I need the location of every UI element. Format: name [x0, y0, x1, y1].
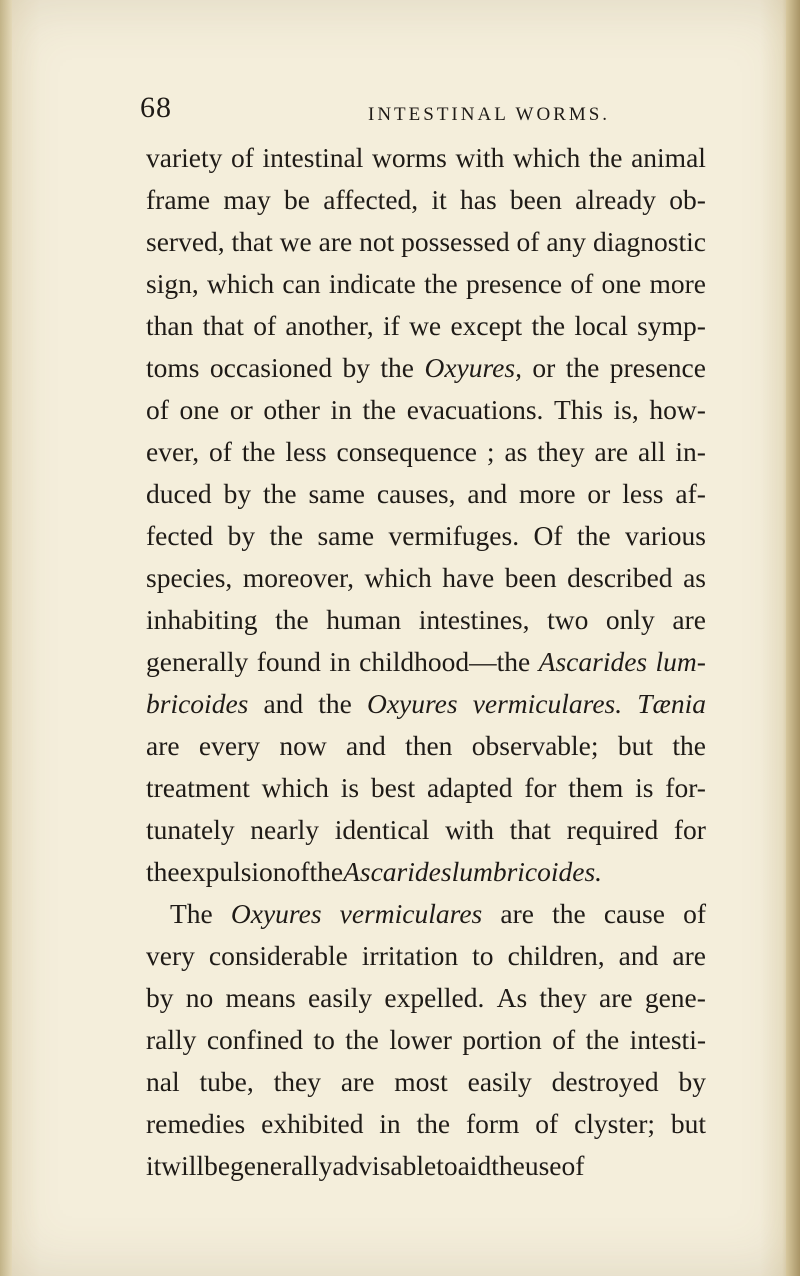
- word: tube,: [199, 1066, 254, 1097]
- text-line: [146, 1145, 706, 1187]
- word: which: [261, 772, 329, 803]
- word: in: [379, 1108, 401, 1139]
- word: another,: [285, 310, 374, 341]
- word: Of: [533, 520, 563, 551]
- word: the: [565, 352, 600, 383]
- word: affected,: [323, 184, 419, 215]
- text-line: [146, 725, 706, 767]
- word: As: [496, 982, 528, 1013]
- word: are: [599, 982, 633, 1013]
- word: no: [185, 982, 214, 1013]
- word: adapted: [427, 772, 513, 803]
- page-header: [140, 93, 700, 133]
- text-line: [146, 473, 706, 515]
- word: irritation: [361, 940, 459, 971]
- word: gene-: [644, 982, 706, 1013]
- word: be: [204, 1150, 231, 1181]
- word: rally: [146, 1024, 197, 1055]
- word: or: [532, 352, 556, 383]
- word: other: [263, 394, 320, 425]
- word: they: [539, 982, 587, 1013]
- word: as: [504, 436, 528, 467]
- word: ob-: [669, 184, 706, 215]
- word: of: [683, 898, 706, 929]
- word: possessed: [401, 226, 510, 257]
- word: or: [229, 394, 253, 425]
- word: the: [552, 898, 586, 929]
- word: by: [227, 520, 256, 551]
- word: the: [491, 1150, 525, 1181]
- word: nearly: [250, 814, 319, 845]
- page-gutter-shadow: [0, 0, 12, 1276]
- word: which: [513, 142, 581, 173]
- word: easily: [307, 982, 373, 1013]
- word: is,: [613, 394, 639, 425]
- text-line: [146, 431, 706, 473]
- word: described: [567, 562, 673, 593]
- text-line: [146, 977, 706, 1019]
- text-line: [146, 1061, 706, 1103]
- word: are: [146, 730, 180, 761]
- word: duced: [146, 478, 212, 509]
- word: same: [317, 520, 375, 551]
- word: if: [382, 310, 400, 341]
- word: of: [535, 1108, 559, 1139]
- word: frame: [146, 184, 211, 215]
- word: intestines,: [418, 604, 530, 635]
- word: been: [509, 184, 562, 215]
- word: less: [622, 478, 664, 509]
- word: to: [472, 940, 494, 971]
- word: with: [455, 142, 505, 173]
- text-line: [146, 263, 706, 305]
- word: the: [146, 856, 180, 887]
- word: and: [467, 478, 508, 509]
- word: of: [230, 142, 254, 173]
- word: of: [516, 226, 540, 257]
- word: then: [405, 730, 453, 761]
- word: the: [262, 478, 297, 509]
- word: may: [223, 184, 271, 215]
- word: are: [500, 898, 534, 929]
- word: of: [561, 1150, 585, 1181]
- word: be: [284, 184, 310, 215]
- word: intestinal: [262, 142, 364, 173]
- word: than: [146, 310, 194, 341]
- word: same: [308, 478, 365, 509]
- word: vermifuges.: [388, 520, 520, 551]
- word: we: [279, 226, 312, 257]
- word: diagnostic: [592, 226, 706, 257]
- word: of: [286, 856, 310, 887]
- word: evacuations.: [406, 394, 544, 425]
- word: intesti-: [629, 1024, 706, 1055]
- word: to: [313, 1024, 335, 1055]
- word: the: [416, 1108, 451, 1139]
- word: generally: [146, 646, 249, 677]
- word: two: [547, 604, 589, 635]
- word: one: [179, 394, 220, 425]
- word: the: [585, 1024, 620, 1055]
- word: the: [588, 142, 623, 173]
- word: Ascarides: [538, 646, 648, 677]
- word: The: [170, 898, 213, 929]
- word: Tænia: [637, 688, 706, 719]
- word: moreover,: [242, 562, 354, 593]
- word: and: [618, 940, 659, 971]
- word: it: [431, 184, 447, 215]
- word: by: [678, 1066, 706, 1097]
- text-line: [146, 557, 706, 599]
- word: has: [459, 184, 497, 215]
- word: various: [624, 520, 706, 551]
- word: are: [340, 1066, 375, 1097]
- word: more: [519, 478, 576, 509]
- word: consequence: [336, 436, 477, 467]
- word: are: [672, 604, 706, 635]
- word: the: [424, 268, 458, 299]
- word: clyster;: [574, 1108, 656, 1139]
- word: required: [566, 814, 659, 845]
- word: best: [370, 772, 416, 803]
- word: for-: [665, 772, 706, 803]
- word: presence: [465, 268, 563, 299]
- word: lower: [389, 1024, 452, 1055]
- word: we: [409, 310, 442, 341]
- word: Oxyures: [366, 688, 458, 719]
- word: symp-: [637, 310, 706, 341]
- word: that: [202, 310, 244, 341]
- word: of: [570, 268, 594, 299]
- word: that: [509, 814, 551, 845]
- word: presence: [609, 352, 706, 383]
- word: or: [587, 478, 611, 509]
- word: one: [601, 268, 642, 299]
- text-line: [146, 893, 706, 935]
- word: now: [279, 730, 327, 761]
- word: ;: [486, 436, 495, 467]
- word: species,: [146, 562, 233, 593]
- text-line: [146, 641, 706, 683]
- word: not: [359, 226, 395, 257]
- text-line: [146, 767, 706, 809]
- text-line: [146, 1103, 706, 1145]
- word: human: [326, 604, 402, 635]
- word: identical: [334, 814, 430, 845]
- word: been: [504, 562, 557, 593]
- word: all: [638, 436, 666, 467]
- word: will: [161, 1150, 205, 1181]
- word: in: [329, 646, 351, 677]
- word: most: [394, 1066, 448, 1097]
- word: they: [273, 1066, 321, 1097]
- word: ever,: [146, 436, 200, 467]
- word: the: [241, 436, 276, 467]
- text-line: [146, 137, 706, 179]
- word: already: [575, 184, 657, 215]
- word: Oxyures: [230, 898, 322, 929]
- word: less: [285, 436, 327, 467]
- word: expulsion: [179, 856, 287, 887]
- word: the: [672, 730, 706, 761]
- word: childhood—the: [359, 646, 531, 677]
- word: are: [318, 226, 353, 257]
- word: indicate: [328, 268, 416, 299]
- word: treatment: [146, 772, 250, 803]
- word: how-: [649, 394, 706, 425]
- word: found: [256, 646, 321, 677]
- word: causes,: [376, 478, 456, 509]
- word: them: [568, 772, 624, 803]
- text-line: [146, 1019, 706, 1061]
- word: only: [605, 604, 655, 635]
- word: occasioned: [209, 352, 333, 383]
- body-text: [146, 137, 706, 1187]
- text-line: [146, 599, 706, 641]
- word: in-: [675, 436, 706, 467]
- word: is: [340, 772, 360, 803]
- word: form: [465, 1108, 520, 1139]
- word: tunately: [146, 814, 235, 845]
- word: every: [198, 730, 260, 761]
- word: more: [649, 268, 706, 299]
- word: lumbricoides.: [451, 856, 603, 887]
- word: the: [576, 520, 611, 551]
- word: is: [635, 772, 654, 803]
- word: which: [206, 268, 275, 299]
- word: but: [670, 1108, 706, 1139]
- word: bricoides: [146, 688, 249, 719]
- word: inhabiting: [146, 604, 258, 635]
- word: in: [330, 394, 352, 425]
- word: are: [594, 436, 629, 467]
- word: sign,: [146, 268, 199, 299]
- word: local: [574, 310, 628, 341]
- word: expelled.: [384, 982, 485, 1013]
- text-line: [146, 851, 706, 893]
- word: remedies: [146, 1108, 246, 1139]
- word: generally: [230, 1150, 333, 1181]
- word: and: [346, 730, 386, 761]
- word: with: [445, 814, 494, 845]
- word: the: [309, 856, 344, 887]
- word: very: [146, 940, 195, 971]
- word: Ascarides: [343, 856, 452, 887]
- word: use: [524, 1150, 562, 1181]
- word: children,: [507, 940, 605, 971]
- word: considerable: [208, 940, 348, 971]
- word: by: [342, 352, 370, 383]
- word: advisable: [332, 1150, 437, 1181]
- word: variety: [146, 142, 223, 173]
- text-line: [146, 221, 706, 263]
- word: af-: [675, 478, 706, 509]
- page-edge: [786, 0, 800, 1276]
- word: the: [345, 1024, 379, 1055]
- text-line: [146, 809, 706, 851]
- word: the: [318, 688, 352, 719]
- word: by: [223, 478, 252, 509]
- word: have: [442, 562, 495, 593]
- word: to: [436, 1150, 458, 1181]
- word: of: [209, 436, 232, 467]
- word: which: [364, 562, 432, 593]
- text-line: [146, 305, 706, 347]
- word: can: [282, 268, 321, 299]
- page-number: 68: [140, 91, 172, 124]
- word: that: [231, 226, 273, 257]
- word: the: [362, 394, 397, 425]
- text-line: [146, 683, 706, 725]
- word: the: [380, 352, 415, 383]
- word: cause: [603, 898, 665, 929]
- word: exhibited: [261, 1108, 364, 1139]
- word: except: [450, 310, 523, 341]
- word: as: [683, 562, 706, 593]
- word: easily: [467, 1066, 532, 1097]
- word: fected: [146, 520, 214, 551]
- word: means: [225, 982, 296, 1013]
- word: served,: [146, 226, 225, 257]
- word: the: [531, 310, 566, 341]
- word: it: [146, 1150, 162, 1181]
- word: worms: [371, 142, 447, 173]
- word: are: [672, 940, 706, 971]
- text-line: [146, 347, 706, 389]
- running-title: INTESTINAL WORMS.: [368, 104, 611, 125]
- word: lum-: [655, 646, 706, 677]
- word: by: [146, 982, 174, 1013]
- word: any: [546, 226, 587, 257]
- word: the: [269, 520, 304, 551]
- word: of: [253, 310, 277, 341]
- word: confined: [206, 1024, 304, 1055]
- word: aid: [457, 1150, 492, 1181]
- word: nal: [146, 1066, 180, 1097]
- word: animal: [631, 142, 706, 173]
- text-line: [146, 515, 706, 557]
- word: but: [617, 730, 653, 761]
- word: Oxyures,: [424, 352, 522, 383]
- word: of: [552, 1024, 576, 1055]
- word: portion: [462, 1024, 542, 1055]
- word: the: [275, 604, 309, 635]
- word: and: [263, 688, 304, 719]
- word: they: [537, 436, 585, 467]
- word: vermiculares.: [472, 688, 623, 719]
- text-line: [146, 935, 706, 977]
- word: observable;: [471, 730, 599, 761]
- word: of: [146, 394, 169, 425]
- word: for: [673, 814, 706, 845]
- word: vermiculares: [339, 898, 483, 929]
- word: for: [524, 772, 557, 803]
- word: destroyed: [551, 1066, 659, 1097]
- word: toms: [146, 352, 200, 383]
- text-line: [146, 389, 706, 431]
- word: This: [554, 394, 603, 425]
- text-line: [146, 179, 706, 221]
